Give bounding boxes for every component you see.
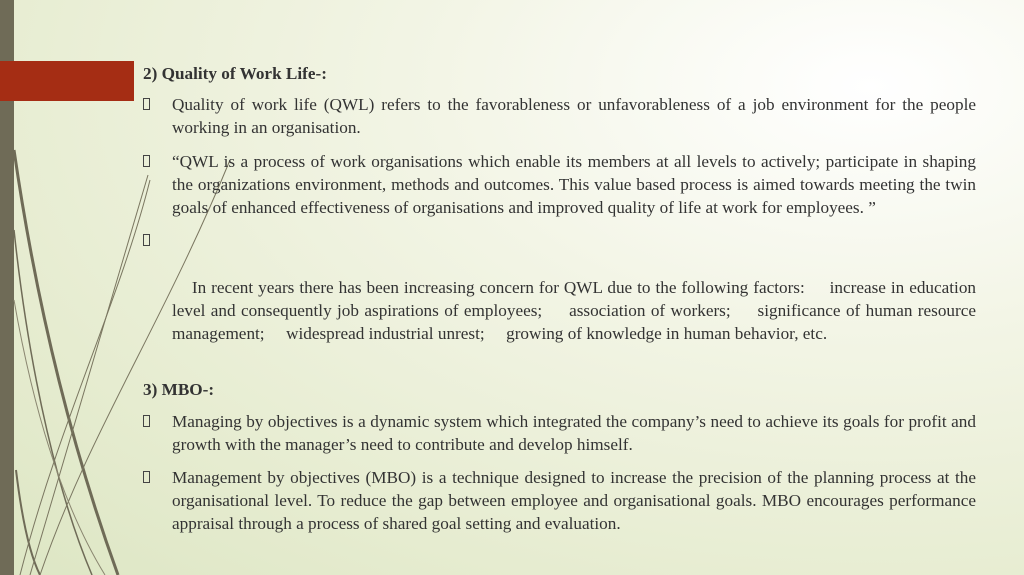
bullet-box-icon [143,415,150,427]
bullet-box-icon [143,155,150,167]
bullet-text: Quality of work life (QWL) refers to the favorableness or unfavorableness of a job environment for the people working in an organisation. [172,95,976,138]
slide-content [143,62,981,546]
bullet-box-icon [143,471,150,483]
section-heading-qwl: 2) Quality of Work Life-: [143,64,327,83]
bullet-text: In recent years there has been increasing concern for QWL due to the following factors: increase in education level and consequently job aspirations of employees; association of workers; significance of human resource management; widespread industrial unrest; growing of knowledge in human behavior, etc. [172,277,981,344]
bullet-box-icon [143,98,150,110]
bullet-item [143,150,976,220]
bullet-box-icon [143,234,150,246]
bullet-item [143,466,976,536]
bullet-text: “QWL is a process of work organisations which enable its members at all levels to actively; participate in shaping the organizations environment, methods and outcomes. This value based process is aimed towards meeting the twin goals of enhanced effectiveness of organisations and improved quality of life at work for employees. ” [172,151,976,218]
bullet-item [143,93,976,139]
bullet-item [143,229,981,368]
bullet-text: Managing by objectives is a dynamic system which integrated the company’s need to achieve its goals for profit and growth with the manager’s need to contribute and develop himself. [172,411,976,454]
title-accent-tab [0,61,134,101]
bullet-text: Management by objectives (MBO) is a technique designed to increase the precision of the planning process at the organisational level. To reduce the gap between employee and organisational goals. MBO encourages performance appraisal through a process of shared goal setting and evaluation. [172,468,976,534]
bullet-item [143,410,976,456]
section-heading-mbo: 3) MBO-: [143,380,215,400]
